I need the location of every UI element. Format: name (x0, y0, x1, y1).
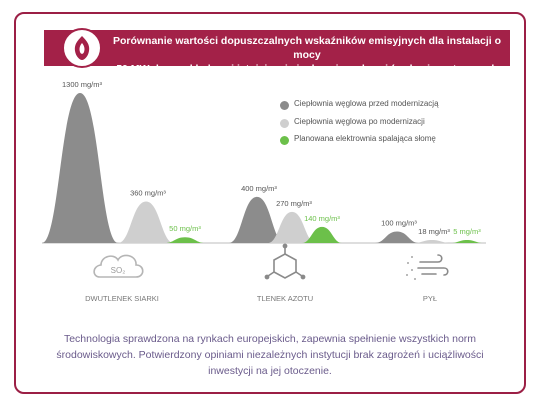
legend-swatch-before (280, 101, 289, 110)
footer-text (30, 331, 510, 379)
value-label-so2-planned: 50 mg/m³ (169, 224, 201, 234)
legend-label-after: Ciepłownia węglowa po modernizacji (294, 116, 425, 126)
legend-swatch-planned (280, 136, 289, 145)
category-label-dust: PYŁ (422, 294, 438, 303)
bell-dust-after (414, 240, 450, 243)
legend-label-before: Ciepłownia węglowa przed modernizacją (294, 99, 439, 108)
category-label-nox: TLENEK AZOTU (256, 294, 314, 303)
bell-nox-planned (302, 227, 342, 243)
value-label-so2-after: 360 mg/m³ (130, 188, 166, 198)
value-label-nox-before: 400 mg/m³ (241, 183, 277, 193)
legend-label-planned: Planowana elektrownia spalająca słomę (294, 134, 436, 143)
chart-title-line1: Porównanie wartości dopuszczalnych wskaźników emisyjnych dla instalacji o mocy (112, 35, 502, 61)
value-label-nox-planned: 140 mg/m³ (304, 213, 340, 223)
so2-cloud-icon (94, 255, 143, 277)
chart-title-line2: 50 MW do przykładowej istniejącej ciepłowni węglowej (na bazie wytycznych BAT) (116, 63, 498, 89)
no2-molecule-icon (265, 244, 304, 278)
footer-line1: Technologia sprawdzona na rynkach europejskich, zapewnia spełnienie wszystkich norm (63, 333, 477, 345)
value-label-dust-before: 100 mg/m³ (381, 218, 417, 228)
value-label-dust-planned: 5 mg/m³ (453, 227, 481, 236)
legend-swatch-after (280, 119, 289, 128)
category-label-so2: DWUTLENEK SIARKI (85, 294, 159, 303)
value-label-nox-after: 270 mg/m³ (276, 198, 312, 208)
so2-icon-text: SO₂ (110, 266, 126, 275)
bell-dust-planned (451, 240, 483, 243)
dust-wind-icon (406, 255, 448, 280)
bell-so2-planned (165, 237, 205, 243)
bell-so2-after (118, 201, 174, 243)
value-label-so2-before: 1300 mg/m³ (61, 80, 103, 89)
bell-so2-before (42, 93, 118, 243)
footer-line2: środowiskowych. Potwierdzony opiniami niezależnych instytucji brak zagrożeń i uciążliwości (56, 349, 484, 361)
bell-dust-before (375, 231, 419, 243)
footer-line3: inwestycji na jej otoczenie. (208, 365, 332, 377)
value-label-dust-after: 18 mg/m³ (418, 227, 450, 236)
